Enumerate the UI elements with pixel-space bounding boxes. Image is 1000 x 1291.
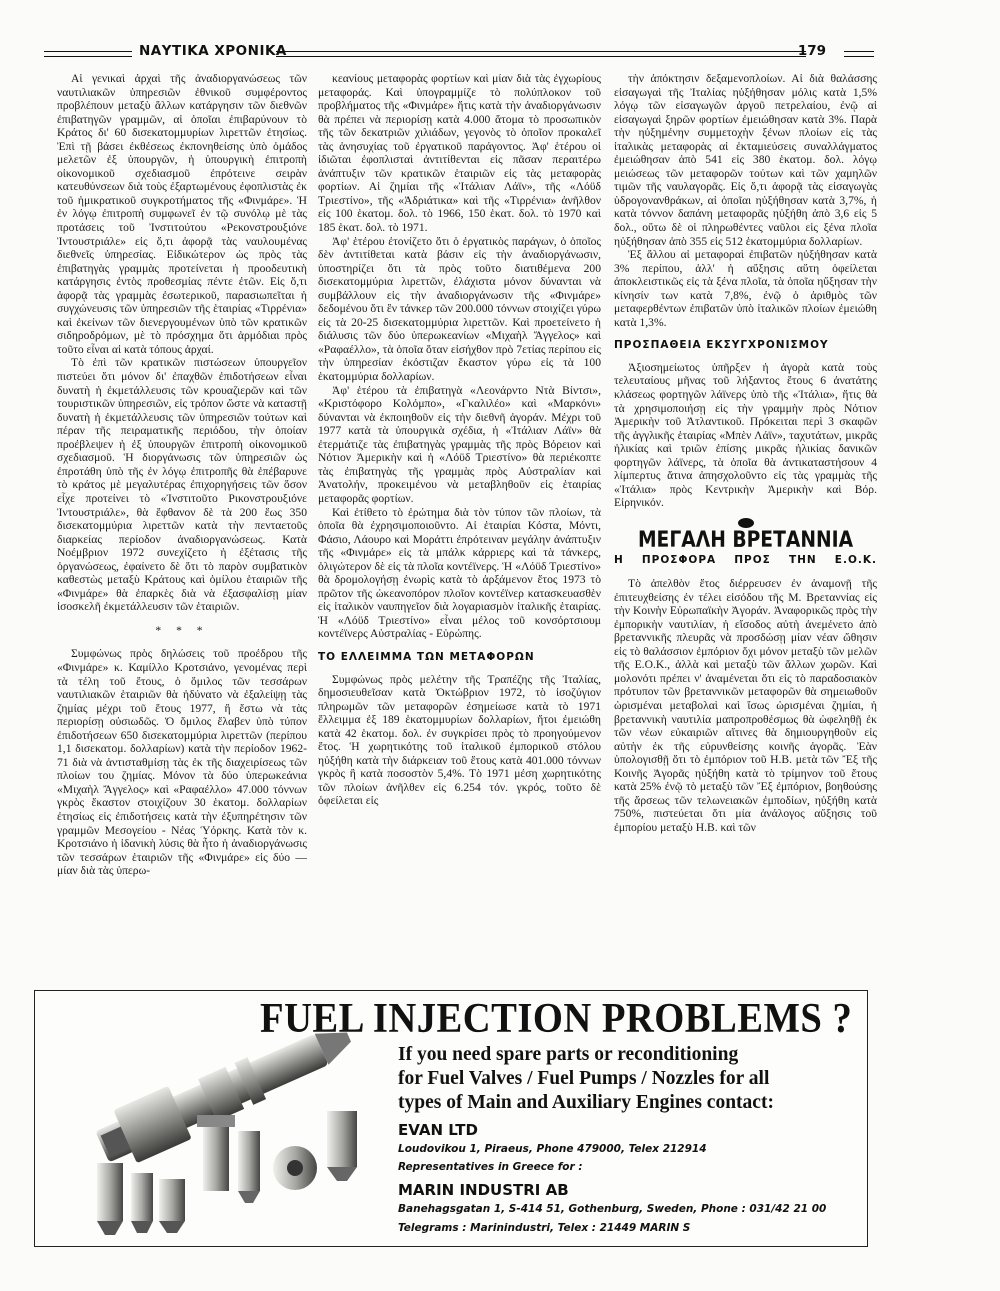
paragraph: Τὸ ἀπελθὸν ἔτος διέρρευσεν ἐν ἀναμονῇ τῆς ἐπιτευχθείσης ἐν τέλει εἰσόδου τῆς Μ. Βρεταννίας εἰς τὴν Κοινὴν Εὐρωπαϊκὴν Ἀγοράν. Ἀναφορικῶς πρὸς τὴν ἐμπορικὴν ναυτιλίαν, ἡ εἴσοδος αὐτὴ ἀνεμένετο ἀπὸ βρεταννικῆς πλευρᾶς νὰ προσδώσῃ μίαν νέαν ὤθησιν εἰς τὸ θαλάσσιον ἐμπόριον ὄχι μόνον μεταξὺ τῶν μελῶν τῆς Ε.Ο.Κ., ἀλλὰ καὶ μεταξὺ τῶν ἄλλων χωρῶν. Καὶ μολονότι πρέπει ν' ἀναμένεται ὅτι εἰς τὸ παραδοσιακὸν πρότυπον τῶν βρεταννικῶν μεταφορῶν θὰ σημειωθοῦν ὡρισμέναι μεταβολαὶ καὶ ἴσως ὡρισμέναι ζημίαι, ἡ βρεταννικὴ ναυτιλία μαπροπροθέσμως θὰ ὠφεληθῇ ἐκ τῶν νέων εὐκαιριῶν αἵτινες θὰ δημιουργηθοῦν εἰς αὐτὴν ἐκ τῆς εὐρυνθείσης κοινῆς ἀγορᾶς. Ἐὰν ὑπολογισθῇ ὅτι τὸ ἐμπόριον τοῦ Η.Β. μετὰ τῶν Ἔξ τῆς Κοινῆς Ἀγορᾶς ηὐξήθη κατὰ τὸ τρίμηνον τοῦ ἔτους κατὰ 25% ἐνῷ τὸ μεταξὺ τῶν Ἔξ ἐμπόριον, βοηθούσης τῆς ἄρσεως τῶν τελωνειακῶν ἐμποδίων, ηὐξήθη κατὰ 750%, πιστεύεται ὅτι μία ἀνάλογος αὔξησις τοῦ ἐμπορίου μεταξὺ Η.Β. καὶ τῶν <box>614 577 877 834</box>
paragraph: Αἱ γενικαὶ ἀρχαὶ τῆς ἀναδιοργανώσεως τῶν ναυτιλιακῶν ὑπηρεσιῶν ἐθνικοῦ συμφέροντος προβλέπουν μεταξὺ ἄλλων κατάργησιν τῶν διεθνῶν ἐπιβατηγῶν γραμμῶν, αἱ ὁποῖαι ἐπιβαρύνουν τὸ Κράτος δι' 60 δισεκατομμυρίων λιρεττῶν ἐτησίως. Ἐπὶ τῇ βάσει ἐκθέσεως ἐκπονηθείσης ὑπὸ ὁμάδος μελετῶν ἐξ ὑπουργῶν, ἡ ὑπουργικὴ ἐπιτροπὴ οἰκονομικοῦ σχεδιασμοῦ ἐπρότεινε σειρὰν κατευθύνσεων διὰ τοὺς ἐξαρτωμένους ἐφοπλιστὰς ἐκ τοῦ ἡμικρατικοῦ συγκροτήματος τῆς «Φινμάρε». Ἡ ἐν λόγῳ ἐπιτροπὴ συμφωνεῖ ἐν τῷ συνόλῳ μὲ τὰς προτάσεις τοῦ Ἰνστιτούτου «Ρεκονστρουξιόνε Ἰντουστριάλε» εἰς ὅ,τι ἀφορᾷ τὰς ναυλουμένας διεθνεῖς ὑπηρεσίας. Εἰδικώτερον ὡς πρὸς τὰς ἐπιβατηγὰς γραμμὰς προτείνεται ἡ προοδευτικὴ κατάργησις ἐντὸς προθεσμίας πέντε ἐτῶν. Εἰς ὅ,τι ἀφορᾷ τὰς γραμμὰς ἐσωτερικοῦ, παρασιωπεῖται ἡ συγχώνευσις τῶν ὑπηρεσιῶν τῆς ἑταιρίας «Τιρρένια» καὶ ἐκείνων τῶν διενεργουμένων ὑπὸ τῶν κρατικῶν σιδηροδρόμων, μὲ τὸ πρόσχημα ὅτι ἁρμόδιαι πρὸς τοῦτο εἶναι αἱ κατὰ τόπους ἀρχαί. <box>57 72 307 356</box>
page-header <box>44 43 874 67</box>
subheadline-word: Η <box>614 553 624 566</box>
paragraph: Καὶ ἐτίθετο τὸ ἐρώτημα διὰ τὸν τύπον τῶν πλοίων, τὰ ὁποῖα θὰ ἐχρησιμοποιοῦντο. Αἱ ἑταιρίαι Κόστα, Μόντι, Φάσιο, Λάουρο καὶ Μοράττι ἐπρότειναν μεγάλην ἀνάπτυξιν τῆς «Φινμάρε» εἰς τὰ μπάλκ κάρριερς καὶ τὰ τάνκερς, ὀλιγώτερον δὲ εἰς τὰ πλοῖα κοντέϊνερς. Ἡ «Λόϋδ Τριεστίνο» θὰ δρομολογήσῃ ἐνωρὶς κατὰ τὸ ἀρξάμενον ἔτος 1973 τὸ πρῶτον τῆς ὠκεανοπόρον πλοῖον κοντέϊνερ κατασκευασθὲν εἰς ἰταλικὸν ναυπηγεῖον διὰ λογαριασμὸν ἰταλικῆς ἑταιρίας. Ἡ «Λόϋδ Τριεστίνο» εἶναι μέλος τοῦ κονσόρτσιουμ κοντέϊνερς Αὐστραλίας - Εὐρώπης. <box>318 505 601 641</box>
company2-address: Banehagsgatan 1, S-414 51, Gothenburg, Sweden, Phone : 031/42 21 00 <box>398 1203 827 1215</box>
paragraph: Ἀφ' ἑτέρου ἐτονίζετο ὅτι ὁ ἐργατικὸς παράγων, ὁ ὁποῖος δὲν ἀντιτίθεται κατὰ βάσιν εἰς τὴν ἀναδιοργάνωσιν, ὑποστηρίζει ὅτι τὰ πρὸς τοῦτο διατιθέμενα 200 δισεκατομμύρια λιρεττῶν, ἐλάχιστα μόνον δύνανται νὰ συμβάλλουν εἰς τὴν ἀναδιοργάνωσιν τῆς «Φινμάρε» δεδομένου ὅτι ἓν τάνκερ τῶν 200.000 τόννων στοιχίζει γύρω εἰς τὰ 20-25 δισεκατομμύρια λιρεττῶν. Καὶ προετείνετο ἡ διάλυσις τῶν δύο ὑπερωκεανίων «Μιχαὴλ Ἄγγελος» καὶ «Ραφαέλλο», τὰ ὁποῖα ὅταν εἰσήχθον πρὸ 7ετίας περίπου εἰς τὴν ὑπηρεσίαν ἐκόστιζαν ἕκαστον γύρω εἰς τὰ 100 ἑκατομμύρια δολλαρίων. <box>318 234 601 384</box>
paragraph: Ἀξιοσημείωτος ὑπῆρξεν ἡ ἀγορὰ κατὰ τοὺς τελευταίους μῆνας τοῦ λήξαντος ἔτους 6 ἀνατάτης κλάσεως φορτηγῶν λάϊνερς ὑπὸ τῆς «Ἰτάλια», ἥτις θὰ τὰ χρησιμοποιήσῃ εἰς τὴν γραμμὴν πρὸς Νότιον Ἀμερικὴν τοῦ Ἀτλαντικοῦ. Πρόκειται περὶ 3 σκαφῶν τῆς ἀγγλικῆς ἑταιρίας «Μπὲν Λάϊν», ταχυτάτων, μικρᾶς ἡλικίας καὶ τριῶν ἐπίσης μικρᾶς ἡλικίας δανικῶν φορτηγῶν λάϊνερς, τὰ ὁποῖα θὰ ἀντικαταστήσουν 4 λίμπερτυς ἅτινα ἀπησχολοῦντο εἰς τὰς γραμμὰς τῆς «Ἰτάλια» πρὸς Κεντρικὴν Ἀμερικὴν καὶ Βόρ. Εἰρηνικόν. <box>614 360 877 510</box>
page-number: 179 <box>797 43 826 59</box>
ad-line: If you need spare parts or reconditioning <box>398 1044 739 1065</box>
subheadline-word: ΤΗΝ <box>788 553 817 566</box>
subheadline-word: ΠΡΟΣΦΟΡΑ <box>641 553 717 566</box>
company2-telegrams: Telegrams : Marinindustri, Telex : 21449 MARIN S <box>398 1222 691 1234</box>
paragraph: Συμφώνως πρὸς μελέτην τῆς Τραπέζης τῆς Ἰταλίας, δημοσιευθεῖσαν κατὰ Ὀκτώβριον 1972, τὸ ἰσοζύγιον πληρωμῶν τῶν μεταφορῶν ἐσημείωσε κατὰ τὸ 1971 ἔλλειμμα ἐξ 189 ἑκατομμυρίων δολλαρίων, ἤτοι ἐμειώθη κατὰ 42 ἑκατομ. δολ. ἐν συγκρίσει πρὸς τὸ προηγούμενον ἔτος. Ἡ χωρητικότης τοῦ ἰταλικοῦ ἐμπορικοῦ στόλου ηὐξήθη κατὰ τὴν διάρκειαν τοῦ ἔτους κατὰ 401.000 τόννων γκρὸς ἢ κατὰ ποσοστὸν 5,4%. Τὸ 1971 μέση χωρητικότης τῶν πλοίων ἀνῆλθεν εἰς 6.254 τόν. γκρός, τοῦτο δὲ ὀφείλεται εἰς <box>318 672 601 808</box>
column-1 <box>57 72 307 878</box>
paragraph: Ἐξ ἄλλου αἱ μεταφοραὶ ἐπιβατῶν ηὐξήθησαν κατὰ 3% περίπου, ἀλλ' ἡ αὔξησις αὕτη ὀφείλεται ἀποκλειστικῶς εἰς τὰ ξένα πλοῖα, τὰ ὁποῖα ηὔξησαν τὴν κίνησίν των κατὰ 7,8%, ἐνῷ ὁ ἀριθμὸς τῶν μεταφερθέντων ἐπιβατῶν ὑπὸ ἰταλικῶν πλοίων ἐμειώθη κατὰ 1,3%. <box>614 248 877 329</box>
ad-body-lines <box>398 1043 774 1115</box>
company1-note: Representatives in Greece for : <box>398 1161 583 1173</box>
column-3 <box>614 72 877 834</box>
subheadline-word: Ε.Ο.Κ. <box>834 553 877 566</box>
company1-address: Loudovikou 1, Piraeus, Phone 479000, Telex 212914 <box>398 1143 707 1155</box>
magazine-title: ΝΑΥΤΙΚΑ ΧΡΟΝΙΚΑ <box>139 43 287 59</box>
ad-headline: FUEL INJECTION PROBLEMS ? <box>260 996 853 1042</box>
header-rule-right <box>276 51 806 57</box>
paragraph: Τὸ ἐπὶ τῶν κρατικῶν πιστώσεων ὑπουργεῖον πιστεύει ὅτι μόνον δι' ἐπαχθῶν ἐπιδοτήσεων εἶναι δυνατὴ ἡ ἐκμετάλλευσις τῶν κρουαζιερῶν καὶ τῶν τουριστικῶν ὑπηρεσιῶν, εἰς τρόπον ὥστε νὰ καταστῇ δυνατὴ ἡ ἐκμετάλλευσις τῶν ὑπηρεσιῶν τούτων καὶ πέραν τῆς πειραματικῆς περιόδου, τὴν ὁποίαν προέβλεψεν ἡ ἐξ ὑπουργῶν ἐπιτροπὴ οἰκονομικοῦ σχεδιασμοῦ. Ἡ διοργάνωσις τῶν ὑπηρεσιῶν ὡς ἐπροτάθη ὑπὸ τῆς ἐν λόγῳ ἐπιτροπῆς θὰ ἐπέβαρυνε τὸ κράτος μὲ μεγαλυτέρας ἐπιχορηγήσεις τῶν ὅσον εἶχε προτείνει τὸ «Ἰνστιτοῦτο Ρικονστρουξιόνε Ἰντουστριάλε», θὰ ἔφθανον δὲ τὰ 200 ἕως 350 δισεκατομμύρια λιρεττῶν κατὰ τὴν πενταετοῦς διαρκείας περίοδον ἀναδιοργανώσεως. Κατὰ Νοέμβριον 1972 συνεχίζετο ἡ ἐξέτασις τῆς ὀργανώσεως, ἐφαίνετο δὲ ὅτι τὸ παρὸν συμβατικὸν καθεστὼς μεταξὺ Κράτους καὶ ὁμίλου ἑταιριῶν τῆς «Φινμάρε» θὰ ἐπαρκὲς διὰ νὰ ἐξασφαλίσῃ μίαν ἰσοσκελῆ ἐκμετάλλευσιν τῶν ἑταιριῶν. <box>57 356 307 614</box>
header-rule-end <box>844 51 874 57</box>
section-separator: * * * <box>155 623 209 637</box>
bullet-dot-icon <box>738 518 754 528</box>
paragraph: τὴν ἀπόκτησιν δεξαμενοπλοίων. Αἱ διὰ θαλάσσης εἰσαγωγαὶ τῆς Ἰταλίας ηὐξήθησαν μόλις κατὰ 1,5% λόγῳ τῶν εἰσαγωγῶν ἀργοῦ πετρελαίου, ἐνῷ αἱ εἰσαγωγαὶ ξηρῶν φορτίων ἐμειώθησαν κατὰ 3%. Παρὰ τὴν ηὐξημένην συμμετοχὴν ξένων πλοίων εἰς τὰς ἰταλικὰς μεταφορὰς αἱ ἐκταμιεύσεις συναλλάγματος ἐμειώθησαν ἀπὸ 541 εἰς 380 ἑκατομ. δολ. λόγῳ μειώσεως τῶν μεταφορῶν τούτων καὶ τῶν χαμηλῶν τιμῶν τῆς ναυλαγορᾶς. Εἰς ὅ,τι ἀφορᾷ τὰς εἰσαγωγὰς ὑδρογονανθράκων, αἱ ὁποῖαι ηὐξήθησαν κατὰ 3,7%, ἡ κατὰ τόννον δαπάνη μεταφορᾶς ηὐξήθη ἀπὸ 3,6 εἰς 5 δολ., οὕτω δὲ οἱ πληρωθέντες ναῦλοι εἰς ξένα πλοῖα ηὐξήθησαν ἀπὸ 355 εἰς 512 ἑκατομμύρια δολλαρίων. <box>614 72 877 248</box>
company2-name: MARIN INDUSTRI AB <box>398 1181 569 1199</box>
column-2 <box>318 72 601 808</box>
article-subheadline <box>614 554 877 568</box>
paragraph: Ἀφ' ἑτέρου τὰ ἐπιβατηγὰ «Λεονάρντο Ντὰ Βίντσι», «Κριστόφορο Κολόμπο», «Γκαλιλέο» καὶ «Μαρκόνι» δύνανται νὰ ἐκποιηθοῦν εἰς τὴν διεθνῆ ἀγοράν. Μέχρι τοῦ 1977 κατὰ τὰ ὑπουργικὰ σχέδια, ἡ «Ἰτάλιαν Λάϊν» θὰ ἐτερμάτιζε τὰς ἐπιβατηγὰς γραμμὰς τῆς πρὸς Βόρειον καὶ Νότιον Ἀμερικὴν καὶ ἡ «Λόϋδ Τριεστίνο» θὰ περιέκοπτε τὰς ἐπιβατηγὰς τῆς γραμμὰς πρὸς Αὐστραλίαν καὶ Ἀνατολήν, προκειμένου νὰ μεταβληθοῦν εἰς ἑταιρίας μεταφορᾶς φορτίων. <box>318 383 601 505</box>
section-heading: ΠΡΟΣΠΑΘΕΙΑ ΕΚΣΥΓΧΡΟΝΙΣΜΟΥ <box>614 339 829 352</box>
header-rule-left <box>44 51 132 57</box>
paragraph: κεανίους μεταφορὰς φορτίων καὶ μίαν διὰ τὰς ἐγχωρίους μεταφοράς. Καὶ ὑπογραμμίζε τὸ πολύπλοκον τοῦ προβλήματος τῆς «Φινμάρε» ἥτις κατὰ τὴν ἀναδιοργάνωσιν θὰ πρέπει νὰ περιορίσῃ κατὰ 4.000 ἄτομα τὸ προσωπικὸν τῆς τῶν δεκατριῶν χιλιάδων, γεγονὸς τὸ ὁποῖον προκαλεῖ τὰς ἀνησυχίας τοῦ ἐργατικοῦ παράγοντος. Ἀφ' ἑτέρου οἱ ἰδιῶται ἐφοπλισταὶ ἀντιτίθενται εἰς πᾶσαν περαιτέρω ἀνάπτυξιν τῶν κρατικῶν ἑταιριῶν εἰς τὰς μεταφορὰς φορτίων. Αἱ ζημίαι τῆς «Ἰτάλιαν Λάϊν», τῆς «Λόϋδ Τριεστίνο», τῆς «Ἀδριάτικα» καὶ τῆς «Τιρρένια» ἀνῆλθον εἰς 100 ἑκατομ. δολ. τὸ 1966, 150 ἑκατ. δολ. τὸ 1970 καὶ 185 ἑκατ. δολ. τὸ 1971. <box>318 72 601 235</box>
ad-line: for Fuel Valves / Fuel Pumps / Nozzles for all <box>398 1068 770 1089</box>
article-headline: ΜΕΓΑΛΗ ΒΡΕΤΑΝΝΙΑ <box>637 527 854 553</box>
company1-name: EVAN LTD <box>398 1121 478 1139</box>
paragraph: Συμφώνως πρὸς δηλώσεις τοῦ προέδρου τῆς «Φινμάρε» κ. Καμίλλο Κροτσιάνο, γενομένας περὶ τὰ τέλη τοῦ ἔτους, ὁ ὅμιλος τῶν τεσσάρων ναυτιλιακῶν ἑταιριῶν θὰ ἠδύνατο νὰ ἐξαλείψῃ τὰς ζημίας μέχρι τοῦ ἔτους 1977, ἢ ἔστω νὰ τὰς περιορίσῃ οὐσιωδῶς. Ὁ ὅμιλος ἔλαβεν ὑπὸ τύπον ἐπιδοτήσεων 650 δισεκατομμύρια λιρεττῶν (περίπου 1,1 δισεκατομ. δολλαρίων) κατὰ τὴν περίοδον 1962-71 διὰ νὰ ἀντισταθμίσῃ τὰς ἐκ τῆς διαχειρίσεως τῶν πλοίων του ζημίας. Μόνον τὰ δύο ὑπερωκεάνια «Μιχαὴλ Ἄγγελος» καὶ «Ραφαέλλο» 47.000 τόννων γκρὸς ἕκαστον στοιχίζουν 30 ἑκατομ. δολλαρίων ἐτησίως εἰς ἐπιδοτήσεις κατὰ τὴν ἐξυπηρέτησιν τῶν γραμμῶν Μεσογείου - Νέας Ὑόρκης. Κατὰ τὸν κ. Κροτσιάνο ἡ ἰδανικὴ λύσις θὰ ἦτο ἡ ἀναδιοργάνωσις τῶν τεσσάρων ἑταιριῶν τῆς «Φινμάρε» εἰς δύο — μίαν διὰ τὰς ὑπερω- <box>57 647 307 878</box>
section-heading: ΤΟ ΕΛΛΕΙΜΜΑ ΤΩΝ ΜΕΤΑΦΟΡΩΝ <box>318 650 535 663</box>
ad-line: types of Main and Auxiliary Engines contact: <box>398 1092 774 1113</box>
subheadline-word: ΠΡΟΣ <box>734 553 771 566</box>
advertisement <box>34 990 868 1247</box>
